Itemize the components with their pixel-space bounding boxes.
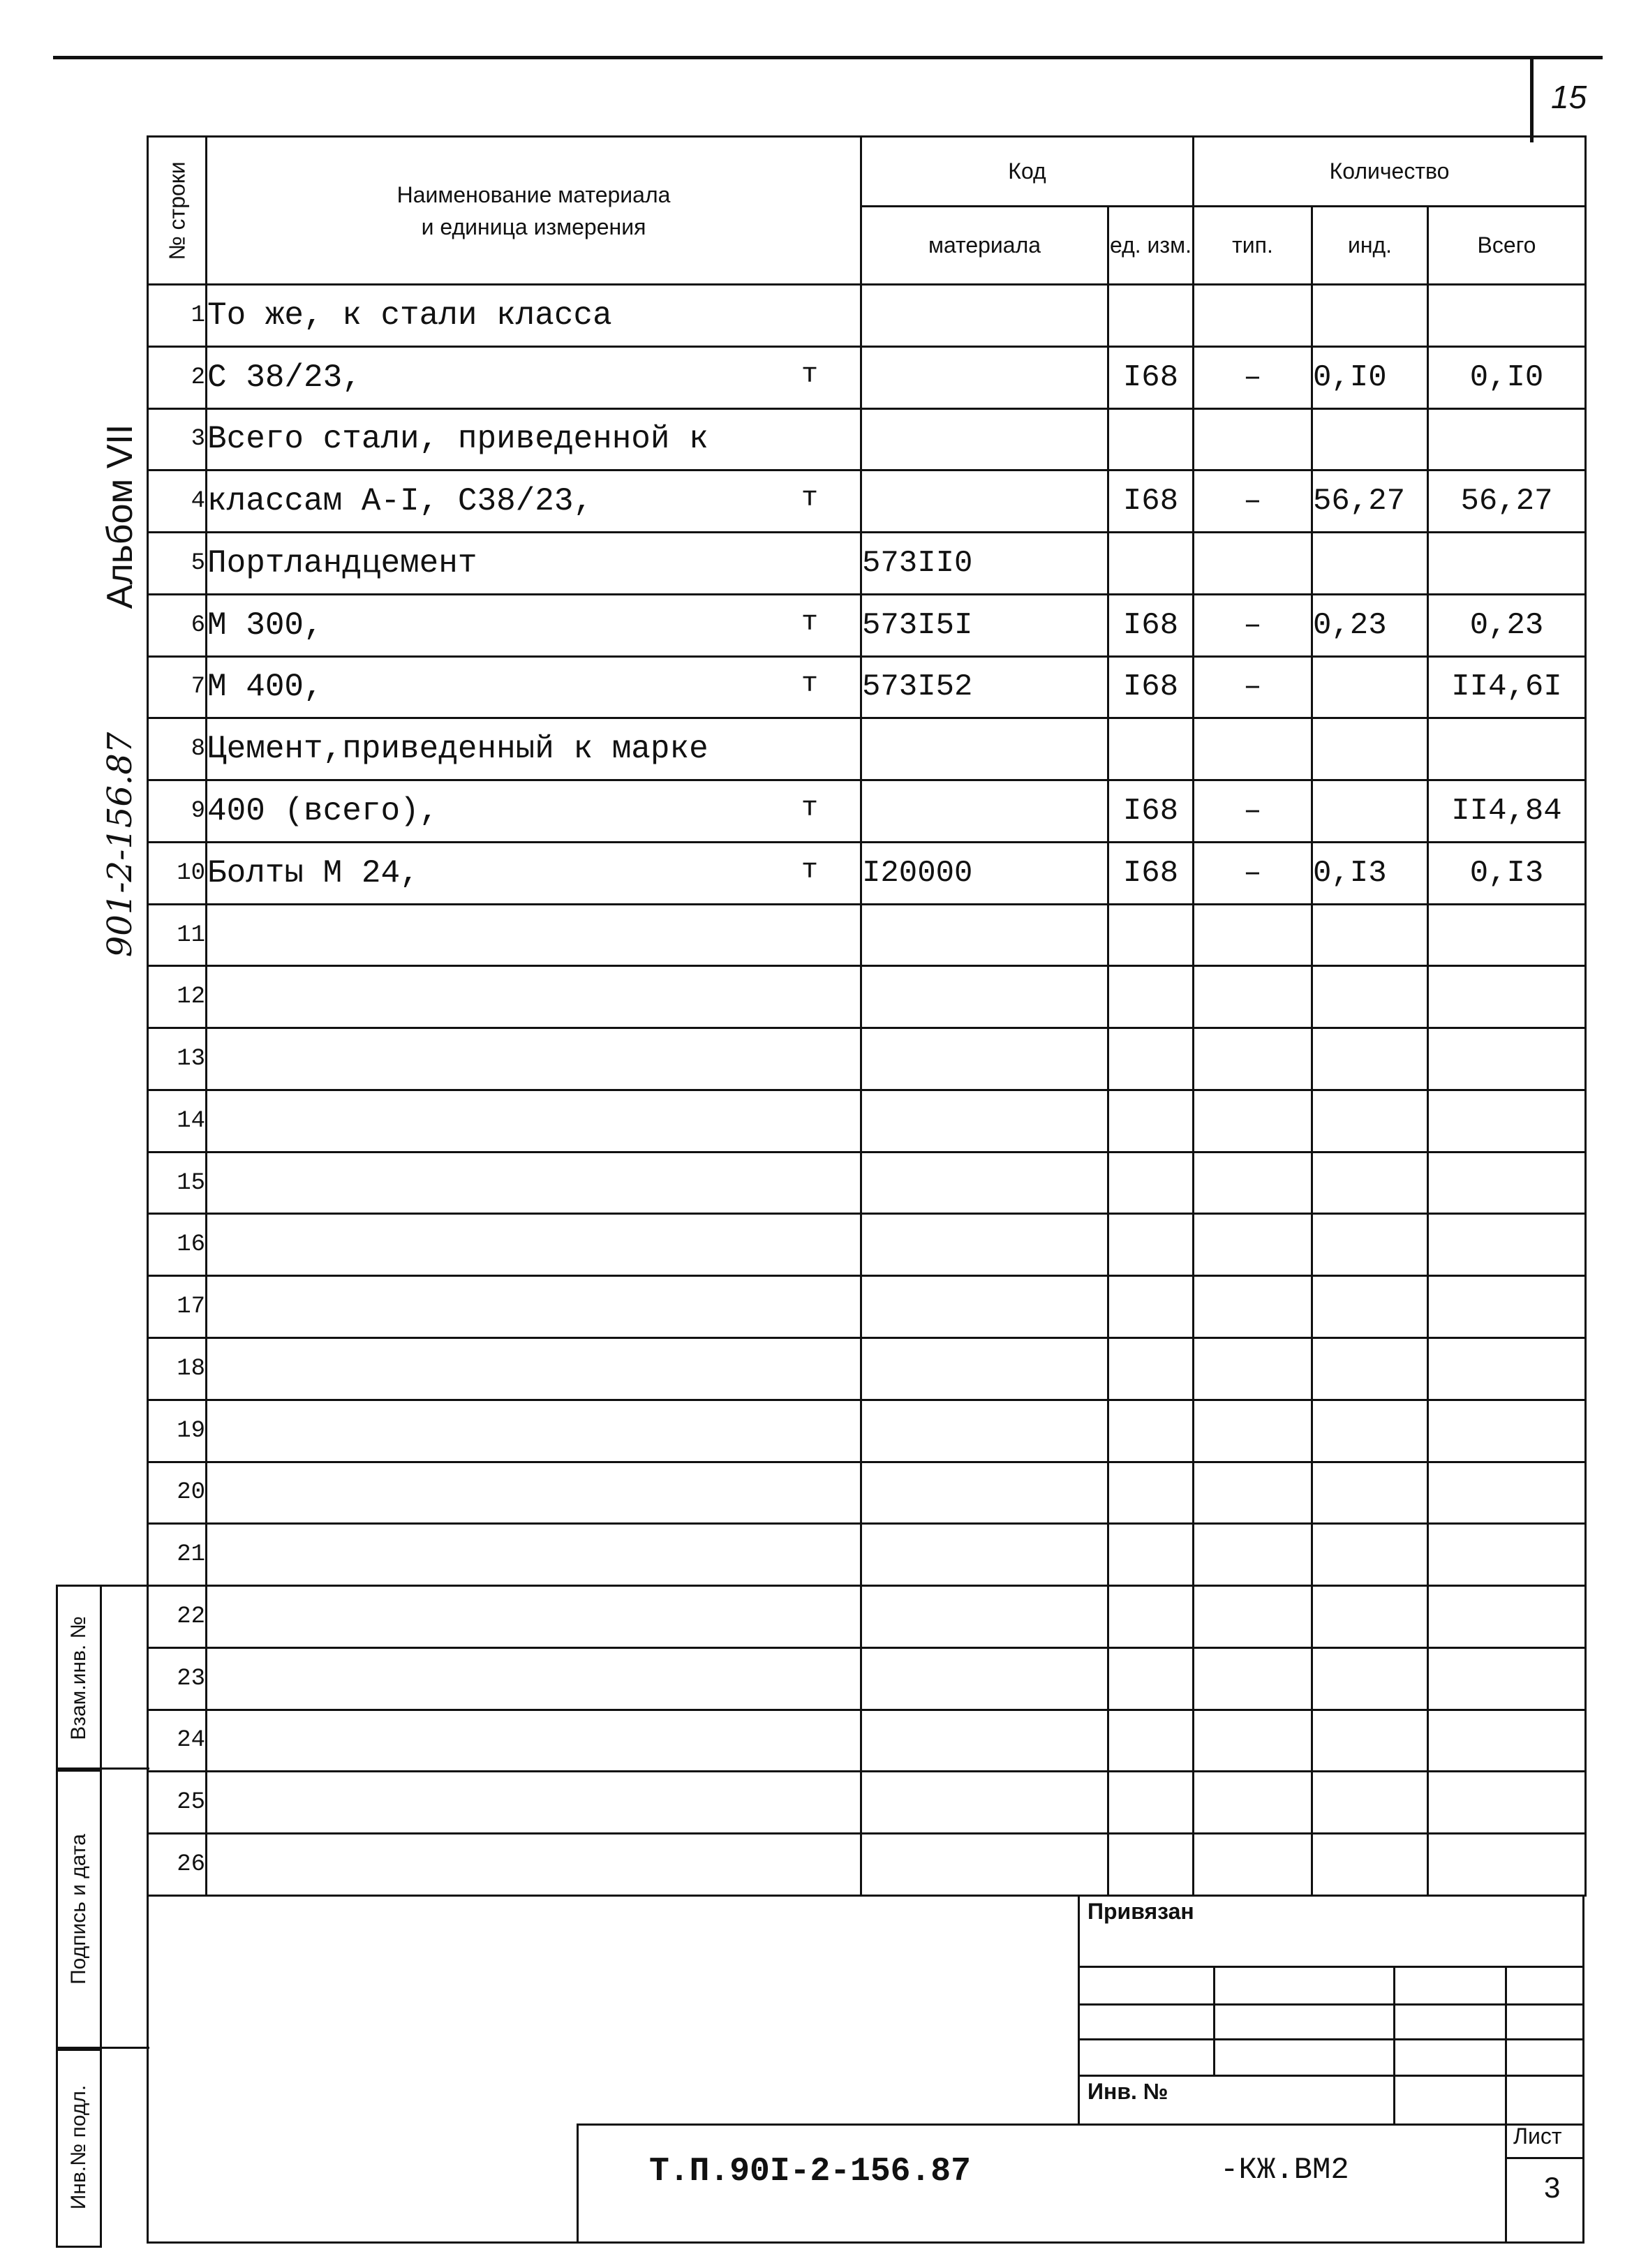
title-left-line: [577, 2124, 579, 2244]
qty-total-cell: II4,6I: [1428, 656, 1586, 718]
qty-typ-cell: [1194, 1772, 1312, 1834]
qty-total-cell: [1428, 904, 1586, 966]
qty-typ-cell: [1194, 1586, 1312, 1648]
row-number-cell: 1: [148, 285, 207, 347]
qty-typ-cell: [1194, 718, 1312, 780]
qty-typ-cell: [1194, 1028, 1312, 1090]
qty-typ-cell: [1194, 408, 1312, 470]
header-quantity: Количество: [1194, 137, 1586, 207]
table-row: [148, 1338, 1586, 1400]
material-code-cell: [861, 1400, 1108, 1462]
table-row: [148, 842, 1586, 904]
material-name-cell: [207, 1028, 861, 1090]
material-name-text: М 400,: [207, 669, 323, 706]
table-row: [148, 718, 1586, 780]
side-document-code: 901-2-156.87: [101, 732, 140, 958]
material-code-cell: [861, 1834, 1108, 1896]
row-number-cell: 14: [148, 1090, 207, 1152]
qty-total-cell: [1428, 408, 1586, 470]
qty-ind-cell: [1312, 533, 1428, 595]
table-row: [148, 1152, 1586, 1214]
unit-code-cell: [1108, 1710, 1194, 1772]
material-code-cell: [861, 1586, 1108, 1648]
unit-code-cell: [1108, 1214, 1194, 1276]
header-qty-ind: инд.: [1312, 207, 1428, 285]
qty-total-cell: [1428, 533, 1586, 595]
material-name-cell: [207, 346, 861, 408]
qty-total-cell: II4,84: [1428, 780, 1586, 843]
qty-typ-cell: –: [1194, 656, 1312, 718]
material-name-text: М 300,: [207, 607, 323, 644]
qty-typ-cell: [1194, 285, 1312, 347]
material-name-text: То же, к стали класса: [207, 297, 612, 334]
qty-total-cell: [1428, 1524, 1586, 1586]
qty-typ-cell: [1194, 1276, 1312, 1338]
qty-total-cell: [1428, 1090, 1586, 1152]
material-code-cell: [861, 1276, 1108, 1338]
unit-code-cell: [1108, 718, 1194, 780]
material-name-cell: [207, 780, 861, 843]
qty-typ-cell: [1194, 1152, 1312, 1214]
material-name-cell: [207, 1834, 861, 1896]
material-code-cell: [861, 780, 1108, 843]
qty-total-cell: [1428, 966, 1586, 1028]
qty-total-cell: [1428, 1647, 1586, 1710]
material-name-cell: [207, 1710, 861, 1772]
table-row: [148, 1462, 1586, 1524]
document-suffix: -КЖ.ВМ2: [1220, 2153, 1349, 2188]
qty-total-cell: [1428, 1586, 1586, 1648]
qty-ind-cell: [1312, 1276, 1428, 1338]
material-name-cell: [207, 408, 861, 470]
material-code-cell: [861, 1772, 1108, 1834]
row-number-cell: 16: [148, 1214, 207, 1276]
unit-code-cell: [1108, 1028, 1194, 1090]
sheet-label-line: [1505, 2157, 1584, 2159]
sheet-label: Лист: [1513, 2124, 1562, 2149]
unit-text: т: [801, 607, 818, 639]
materials-table: [147, 135, 1587, 1897]
qty-total-cell: [1428, 1152, 1586, 1214]
row-number-cell: 6: [148, 594, 207, 656]
qty-ind-cell: [1312, 1834, 1428, 1896]
material-name-text: 400 (всего),: [207, 793, 439, 829]
page-number-divider: [1530, 59, 1534, 142]
bind-line-2: [1078, 2003, 1584, 2006]
material-code-cell: [861, 408, 1108, 470]
material-code-cell: [861, 1214, 1108, 1276]
top-border-line: [53, 56, 1603, 59]
table-row: [148, 1586, 1586, 1648]
row-number-cell: 20: [148, 1462, 207, 1524]
row-number-cell: 7: [148, 656, 207, 718]
unit-code-cell: [1108, 1772, 1194, 1834]
unit-code-cell: [1108, 408, 1194, 470]
row-number-cell: 4: [148, 470, 207, 533]
table-row: [148, 470, 1586, 533]
album-label: Альбом VII: [100, 424, 140, 609]
qty-typ-cell: [1194, 966, 1312, 1028]
row-number-cell: 3: [148, 408, 207, 470]
qty-typ-cell: [1194, 1647, 1312, 1710]
unit-code-cell: [1108, 1462, 1194, 1524]
row-number-cell: 22: [148, 1586, 207, 1648]
row-number-cell: 25: [148, 1772, 207, 1834]
title-top-line: [577, 2124, 1584, 2126]
row-number-cell: 13: [148, 1028, 207, 1090]
qty-ind-cell: [1312, 1524, 1428, 1586]
unit-code-cell: I68: [1108, 842, 1194, 904]
qty-total-cell: [1428, 718, 1586, 780]
qty-typ-cell: [1194, 1090, 1312, 1152]
material-name-cell: [207, 1276, 861, 1338]
material-name-cell: [207, 1152, 861, 1214]
qty-typ-cell: –: [1194, 594, 1312, 656]
qty-ind-cell: 0,I3: [1312, 842, 1428, 904]
table-row: [148, 594, 1586, 656]
row-number-cell: 9: [148, 780, 207, 843]
row-number-cell: 23: [148, 1647, 207, 1710]
bottom-frame: [147, 1895, 1584, 2244]
row-number-cell: 18: [148, 1338, 207, 1400]
qty-typ-cell: [1194, 1462, 1312, 1524]
unit-code-cell: [1108, 1834, 1194, 1896]
qty-total-cell: [1428, 1214, 1586, 1276]
material-name-cell: [207, 533, 861, 595]
material-name-cell: [207, 718, 861, 780]
unit-code-cell: [1108, 1276, 1194, 1338]
material-code-cell: [861, 1152, 1108, 1214]
table-row: [148, 1214, 1586, 1276]
qty-ind-cell: [1312, 1338, 1428, 1400]
qty-typ-cell: [1194, 1400, 1312, 1462]
qty-typ-cell: [1194, 1338, 1312, 1400]
bind-col-2: [1393, 1966, 1395, 2125]
sheet-number: 3: [1544, 2171, 1561, 2204]
qty-total-cell: [1428, 1400, 1586, 1462]
material-name-cell: [207, 1524, 861, 1586]
material-name-cell: [207, 1772, 861, 1834]
stamp-inv-original: Инв.№ подл.: [56, 2047, 102, 2248]
material-name-cell: [207, 842, 861, 904]
bound-label: Привязан: [1087, 1899, 1194, 1924]
material-code-cell: 573I5I: [861, 594, 1108, 656]
unit-code-cell: I68: [1108, 470, 1194, 533]
row-number-cell: 2: [148, 346, 207, 408]
qty-ind-cell: [1312, 718, 1428, 780]
qty-total-cell: 0,I3: [1428, 842, 1586, 904]
unit-code-cell: [1108, 285, 1194, 347]
material-name-cell: [207, 285, 861, 347]
qty-typ-cell: [1194, 533, 1312, 595]
material-code-cell: [861, 1462, 1108, 1524]
material-name-text: Цемент,приведенный к марке: [207, 731, 708, 768]
material-name-cell: [207, 1090, 861, 1152]
unit-text: т: [801, 793, 818, 824]
material-name-cell: [207, 966, 861, 1028]
stamp-mid-line: [56, 1767, 149, 1770]
header-code-material: материала: [861, 207, 1108, 285]
qty-ind-cell: 0,23: [1312, 594, 1428, 656]
header-qty-typ: тип.: [1194, 207, 1312, 285]
unit-code-cell: I68: [1108, 780, 1194, 843]
unit-code-cell: [1108, 1524, 1194, 1586]
unit-code-cell: I68: [1108, 594, 1194, 656]
table-row: [148, 1834, 1586, 1896]
material-name-cell: [207, 1338, 861, 1400]
table-row: [148, 346, 1586, 408]
qty-total-cell: [1428, 285, 1586, 347]
qty-total-cell: [1428, 1462, 1586, 1524]
qty-ind-cell: [1312, 1462, 1428, 1524]
qty-total-cell: 56,27: [1428, 470, 1586, 533]
header-code: Код: [861, 137, 1194, 207]
qty-ind-cell: [1312, 285, 1428, 347]
material-name-text: С 38/23,: [207, 359, 362, 396]
table-row: [148, 1710, 1586, 1772]
qty-ind-cell: [1312, 966, 1428, 1028]
qty-ind-cell: [1312, 1647, 1428, 1710]
row-number-cell: 21: [148, 1524, 207, 1586]
material-name-cell: [207, 904, 861, 966]
stamp-mid-line-2: [56, 2047, 149, 2049]
row-number-cell: 17: [148, 1276, 207, 1338]
qty-ind-cell: [1312, 1028, 1428, 1090]
material-name-cell: [207, 1462, 861, 1524]
table-row: [148, 1028, 1586, 1090]
unit-text: т: [801, 359, 818, 391]
material-name-cell: [207, 1400, 861, 1462]
qty-typ-cell: [1194, 1834, 1312, 1896]
table-row: [148, 656, 1586, 718]
material-name-cell: [207, 594, 861, 656]
unit-code-cell: [1108, 533, 1194, 595]
qty-total-cell: [1428, 1834, 1586, 1896]
material-name-text: классам А-I, С38/23,: [207, 483, 593, 520]
material-code-cell: [861, 904, 1108, 966]
qty-typ-cell: [1194, 1214, 1312, 1276]
unit-code-cell: [1108, 1152, 1194, 1214]
unit-code-cell: [1108, 1586, 1194, 1648]
bind-line-4: [1078, 2075, 1584, 2077]
material-name-text: Портландцемент: [207, 544, 477, 581]
unit-code-cell: I68: [1108, 656, 1194, 718]
material-code-cell: [861, 966, 1108, 1028]
material-code-cell: I20000: [861, 842, 1108, 904]
qty-ind-cell: [1312, 408, 1428, 470]
bind-col-1: [1213, 1966, 1215, 2075]
unit-code-cell: [1108, 966, 1194, 1028]
page-number: 15: [1551, 79, 1587, 115]
qty-ind-cell: [1312, 1090, 1428, 1152]
material-code-cell: [861, 1090, 1108, 1152]
material-code-cell: [861, 346, 1108, 408]
material-code-cell: [861, 1028, 1108, 1090]
row-number-cell: 12: [148, 966, 207, 1028]
qty-typ-cell: –: [1194, 842, 1312, 904]
table-row: [148, 1524, 1586, 1586]
document-code: Т.П.90I-2-156.87: [649, 2153, 971, 2191]
table-row: [148, 1090, 1586, 1152]
material-code-cell: 573I52: [861, 656, 1108, 718]
qty-total-cell: [1428, 1710, 1586, 1772]
qty-ind-cell: [1312, 1400, 1428, 1462]
material-name-cell: [207, 656, 861, 718]
unit-text: т: [801, 669, 818, 701]
qty-ind-cell: [1312, 1152, 1428, 1214]
bind-line-3: [1078, 2038, 1584, 2040]
table-row: [148, 780, 1586, 843]
qty-total-cell: 0,23: [1428, 594, 1586, 656]
qty-total-cell: [1428, 1276, 1586, 1338]
header-material-name: Наименование материала и единица измерения: [207, 137, 861, 285]
row-number-cell: 24: [148, 1710, 207, 1772]
table-row: [148, 408, 1586, 470]
row-number-cell: 10: [148, 842, 207, 904]
qty-ind-cell: [1312, 1214, 1428, 1276]
stamp-top-line: [56, 1585, 149, 1587]
qty-typ-cell: [1194, 1710, 1312, 1772]
unit-code-cell: [1108, 1090, 1194, 1152]
material-code-cell: 573II0: [861, 533, 1108, 595]
row-number-cell: 5: [148, 533, 207, 595]
unit-code-cell: [1108, 1647, 1194, 1710]
inv-number-label: Инв. №: [1087, 2079, 1168, 2104]
qty-total-cell: 0,I0: [1428, 346, 1586, 408]
table-row: [148, 1647, 1586, 1710]
bind-left-line: [1078, 1895, 1080, 2125]
unit-text: т: [801, 483, 818, 515]
table-row: [148, 1400, 1586, 1462]
qty-typ-cell: –: [1194, 780, 1312, 843]
table-row: [148, 533, 1586, 595]
header-row-number: № строки: [148, 137, 207, 285]
material-code-cell: [861, 1524, 1108, 1586]
table-row: [148, 285, 1586, 347]
table-row: [148, 1772, 1586, 1834]
qty-ind-cell: [1312, 1772, 1428, 1834]
stamp-signature-date: Подпись и дата: [56, 1767, 102, 2051]
qty-total-cell: [1428, 1338, 1586, 1400]
table-row: [148, 904, 1586, 966]
unit-code-cell: I68: [1108, 346, 1194, 408]
unit-text: т: [801, 854, 818, 887]
qty-total-cell: [1428, 1028, 1586, 1090]
qty-typ-cell: [1194, 904, 1312, 966]
qty-typ-cell: –: [1194, 470, 1312, 533]
material-name-cell: [207, 470, 861, 533]
row-number-cell: 11: [148, 904, 207, 966]
material-code-cell: [861, 718, 1108, 780]
qty-ind-cell: [1312, 656, 1428, 718]
table-row: [148, 1276, 1586, 1338]
row-number-cell: 19: [148, 1400, 207, 1462]
row-number-cell: 15: [148, 1152, 207, 1214]
qty-typ-cell: [1194, 1524, 1312, 1586]
qty-total-cell: [1428, 1772, 1586, 1834]
qty-ind-cell: [1312, 904, 1428, 966]
unit-code-cell: [1108, 1338, 1194, 1400]
material-name-text: Болты М 24,: [207, 854, 420, 891]
material-name-text: Всего стали, приведенной к: [207, 421, 708, 458]
material-code-cell: [861, 470, 1108, 533]
bind-line-1: [1078, 1966, 1584, 1968]
row-number-cell: 26: [148, 1834, 207, 1896]
material-name-cell: [207, 1647, 861, 1710]
stamp-replacement-inv: Взам.инв. №: [56, 1585, 102, 1772]
row-number-cell: 8: [148, 718, 207, 780]
bind-col-3: [1505, 1966, 1507, 2244]
table-row: [148, 966, 1586, 1028]
qty-ind-cell: [1312, 1710, 1428, 1772]
unit-code-cell: [1108, 1400, 1194, 1462]
qty-ind-cell: 0,I0: [1312, 346, 1428, 408]
qty-ind-cell: 56,27: [1312, 470, 1428, 533]
qty-typ-cell: –: [1194, 346, 1312, 408]
material-code-cell: [861, 1647, 1108, 1710]
material-name-cell: [207, 1214, 861, 1276]
qty-ind-cell: [1312, 1586, 1428, 1648]
unit-code-cell: [1108, 904, 1194, 966]
material-code-cell: [861, 1338, 1108, 1400]
material-name-cell: [207, 1586, 861, 1648]
qty-ind-cell: [1312, 780, 1428, 843]
header-qty-total: Всего: [1428, 207, 1586, 285]
header-code-unit: ед. изм.: [1108, 207, 1194, 285]
material-code-cell: [861, 1710, 1108, 1772]
material-code-cell: [861, 285, 1108, 347]
